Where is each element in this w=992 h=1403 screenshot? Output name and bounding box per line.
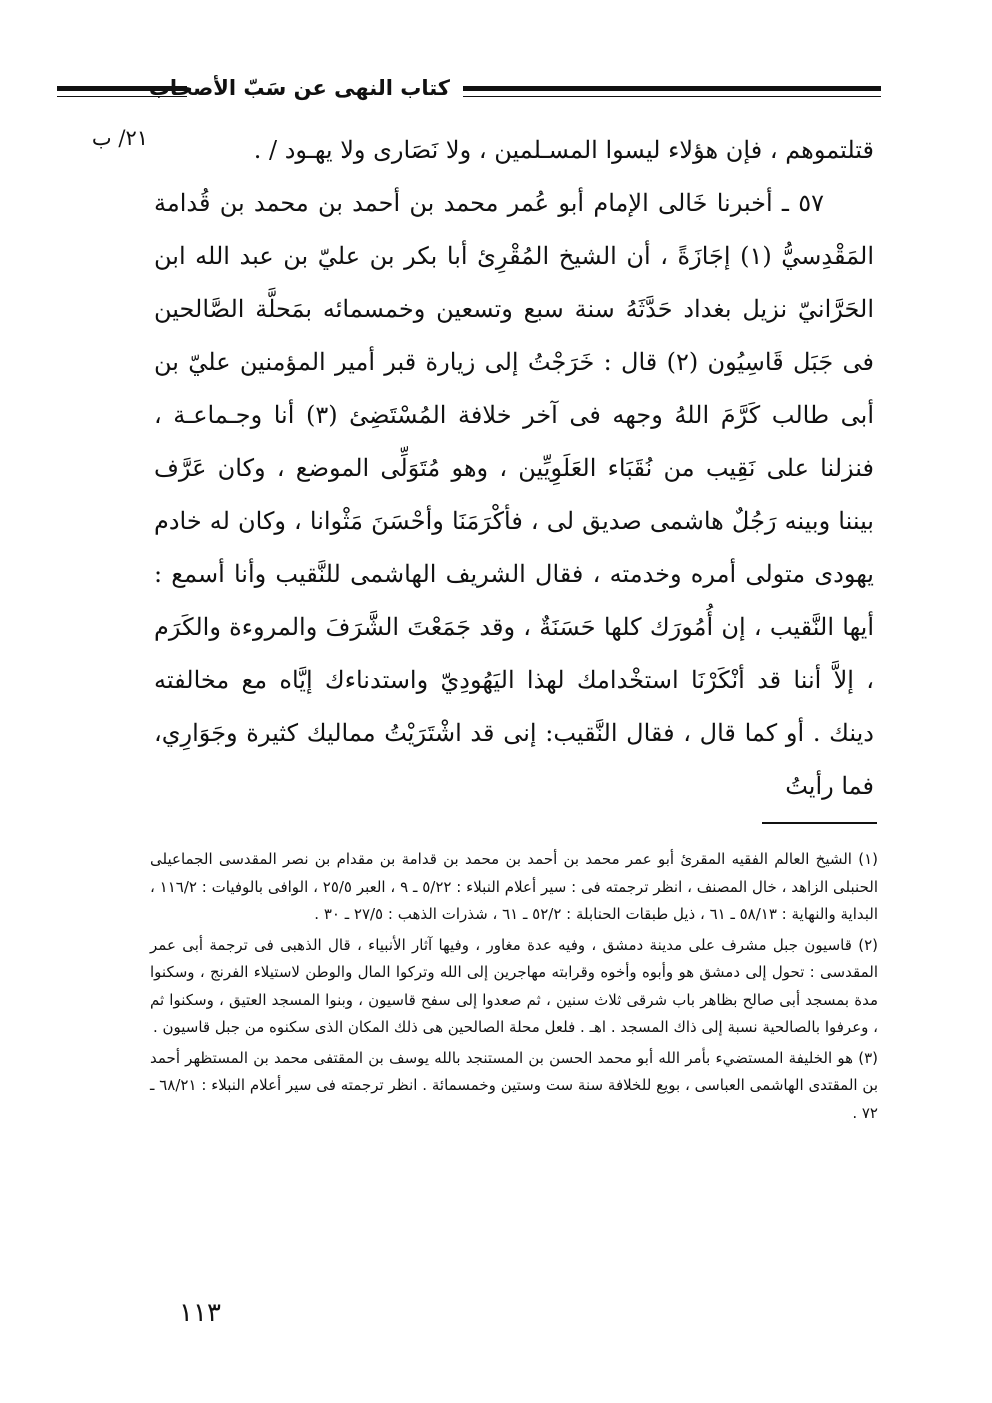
header-rule-right-thin bbox=[463, 96, 881, 97]
footnote-separator bbox=[762, 822, 877, 824]
footnote-2: (٢) قاسيون جبل مشرف على مدينة دمشق ، وفيه عدة مغاور ، وفيها آثار الأنبياء ، قال الذهبى فى ترجمة أبى عمر المقدسى : تحول إلى دمشق هو وأبوه وأخوه وقرابته مهاجرين إلى الله وتركوا المال والوطن لاستيلاء الفرنج ، وسكنوا مدة بمسجد أبى صالح بظاهر باب شرقى ثلاث سنين ، ثم صعدوا إلى سفح قاسيون ، وبنوا المسجد العتيق ، وسكنوا ثم ، وعرفوا بالصالحية نسبة إلى ذاك المسجد . اهـ . فلعل محلة الصالحين هى ذلك المكان الذى سكنوه من جبل قاسيون . bbox=[150, 935, 878, 1036]
page-number: ١١٣ bbox=[179, 1298, 221, 1328]
main-text-block bbox=[154, 124, 874, 813]
footnote-1: (١) الشيخ العالم الفقيه المقرئ أبو عمر محمد بن أحمد بن محمد بن قدامة بن مقدام بن نصر المقدسى الجماعيلى الحنبلى الزاهد ، خال المصنف ، انظر ترجمته فى : سير أعلام النبلاء : ٥/٢٢ ـ ٩ ، العبر ٢٥/٥ ، الوافى بالوفيات : ١١٦/٢ ، البداية والنهاية : ٥٨/١٣ ـ ٦١ ، ذيل طبقات الحنابلة : ٥٢/٢ ـ ٦١ ، شذرات الذهب : ٢٧/٥ ـ ٣٠ . bbox=[150, 850, 879, 923]
hadith-57-paragraph: ٥٧ ـ أخبرنا خَالى الإمام أبو عُمر محمد بن أحمد بن محمد بن قُدامة المَقْدِسيُّ (١) إجَازَةً ، أن الشيخ المُقْرِئ أبا بكر بن عليّ بن عبد الله ابن الحَرَّانيّ نزيل بغداد حَدَّثَهُ سنة سبع وتسعين وخمسمائه بمَحلَّة الصَّالحين فى جَبَل قَاسِيُون (٢) قال : خَرَجْتُ إلى زيارة قبر أمير المؤمنين عليّ بن أبى طالب كَرَّمَ اللهُ وجهه فى آخر خلافة المُسْتَضِئ (٣) أنا وجـماعـة ، فنزلنا على نَقِيب من نُقَبَاء العَلَوِيِّين ، وهو مُتَوَلِّى الموضع ، وكان عَرَّف بيننا وبينه رَجُلٌ هاشمى صديق لى ، فأكْرَمَنَا وأحْسَنَ مَثْوانا ، وكان له خادم يهودى متولى أمره وخدمته ، فقال الشريف الهاشمى للنَّقيب وأنا أسمع : أيها النَّقيب ، إن أُمُورَك كلها حَسَنَةٌ ، وقد جَمَعْتَ الشَّرَفَ والمروءة والكَرَم ، إلاَّ أننا قد أنْكَرْنَا استخْدامك لهذا اليَهُودِيّ واستدناءك إيَّاه مع مخالفته دينك . أو كما قال ، فقال النَّقيب: إنى قد اشْتَرَيْتُ مماليك كثيرة وجَوَارِي، فما رأيتُ bbox=[154, 189, 875, 800]
manuscript-folio-marker: ٢١/ ب bbox=[91, 126, 148, 150]
footnote-3: (٣) هو الخليفة المستضيء بأمر الله أبو محمد الحسن بن المستنجد بالله يوسف بن المقتفى محمد بن المستظهر أحمد بن المقتدى الهاشمى العباسى ، بويع للخلافة سنة ست وستين وخمسمائة . انظر ترجمته فى سير أعلام النبلاء : ٦٨/٢١ ـ ٧٢ . bbox=[150, 1048, 878, 1122]
footnotes-block bbox=[150, 846, 878, 1130]
continuation-paragraph: قتلتموهم ، فإن هؤلاء ليسوا المسـلمين ، ولا نَصَارى ولا يهـود / . bbox=[253, 136, 874, 164]
running-title: كتاب النهى عن سَبّ الأصحاب bbox=[148, 76, 450, 100]
header-rule-right-thick bbox=[463, 86, 881, 91]
